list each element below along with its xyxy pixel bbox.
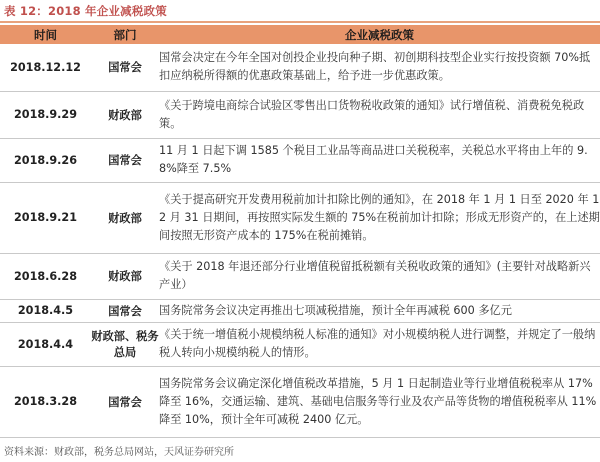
row-policy: 国常会决定在今年全国对创投企业投向种子期、初创期科技型企业实行按投资额 70%抵扣应纳税所得额的优惠政策基础上，给予进一步优惠政策。 [159, 44, 600, 91]
row-date: 2018.6.28 [0, 253, 91, 299]
table-row [0, 366, 600, 437]
row-date: 2018.9.29 [0, 91, 91, 138]
caption-divider [0, 21, 600, 23]
table-caption: 表 12：2018 年企业减税政策 [4, 4, 167, 18]
row-dept: 国常会 [91, 44, 159, 91]
row-date: 2018.3.28 [0, 366, 91, 437]
table-row [0, 44, 600, 91]
row-policy: 《关于提高研究开发费用税前加计扣除比例的通知》，在 2018 年 1 月 1 日至 2020 年 12 月 31 日期间，再按照实际发生额的 75%在税前加计扣除；形成无形资产的，在上述期间按照无形资产成本的 175%在税前摊销。 [159, 182, 600, 253]
row-dept: 财政部 [91, 91, 159, 138]
row-date: 2018.9.21 [0, 182, 91, 253]
table-row [0, 322, 600, 366]
header-policy: 企业减税政策 [159, 25, 600, 44]
row-dept: 国常会 [91, 366, 159, 437]
row-dept: 国常会 [91, 138, 159, 182]
row-dept: 国常会 [91, 299, 159, 322]
table-header-row [0, 25, 600, 44]
row-policy: 国务院常务会议决定再推出七项减税措施，预计全年再减税 600 多亿元 [159, 299, 600, 322]
row-policy: 《关于跨境电商综合试验区零售出口货物税收政策的通知》试行增值税、消费税免税政策。 [159, 91, 600, 138]
row-policy: 《关于统一增值税小规模纳税人标准的通知》对小规模纳税人进行调整，并规定了一般纳税人转向小规模纳税人的情形。 [159, 322, 600, 366]
row-date: 2018.9.26 [0, 138, 91, 182]
row-date: 2018.4.5 [0, 299, 91, 322]
header-dept: 部门 [91, 25, 159, 44]
row-date: 2018.4.4 [0, 322, 91, 366]
table-row [0, 299, 600, 322]
table-row [0, 253, 600, 299]
row-policy: 11 月 1 日起下调 1585 个税目工业品等商品进口关税税率，关税总水平将由上年的 9.8%降至 7.5% [159, 138, 600, 182]
table-row [0, 182, 600, 253]
row-policy: 《关于 2018 年退还部分行业增值税留抵税额有关税收政策的通知》(主要针对战略新兴产业） [159, 253, 600, 299]
table-row [0, 138, 600, 182]
header-date: 时间 [0, 25, 91, 44]
row-dept: 财政部 [91, 253, 159, 299]
source-note: 资料来源：财政部，税务总局网站，天风证券研究所 [4, 447, 234, 458]
row-policy: 国务院常务会议确定深化增值税改革措施，5 月 1 日起制造业等行业增值税税率从 17%降至 16%，交通运输、建筑、基础电信服务等行业及农产品等货物的增值税税率从 11%降至 10%，预计全年可减税 2400 亿元。 [159, 366, 600, 437]
row-date: 2018.12.12 [0, 44, 91, 91]
row-dept: 财政部、税务总局 [91, 322, 159, 366]
table-row [0, 91, 600, 138]
row-dept: 财政部 [91, 182, 159, 253]
tax-policy-table [0, 25, 600, 438]
